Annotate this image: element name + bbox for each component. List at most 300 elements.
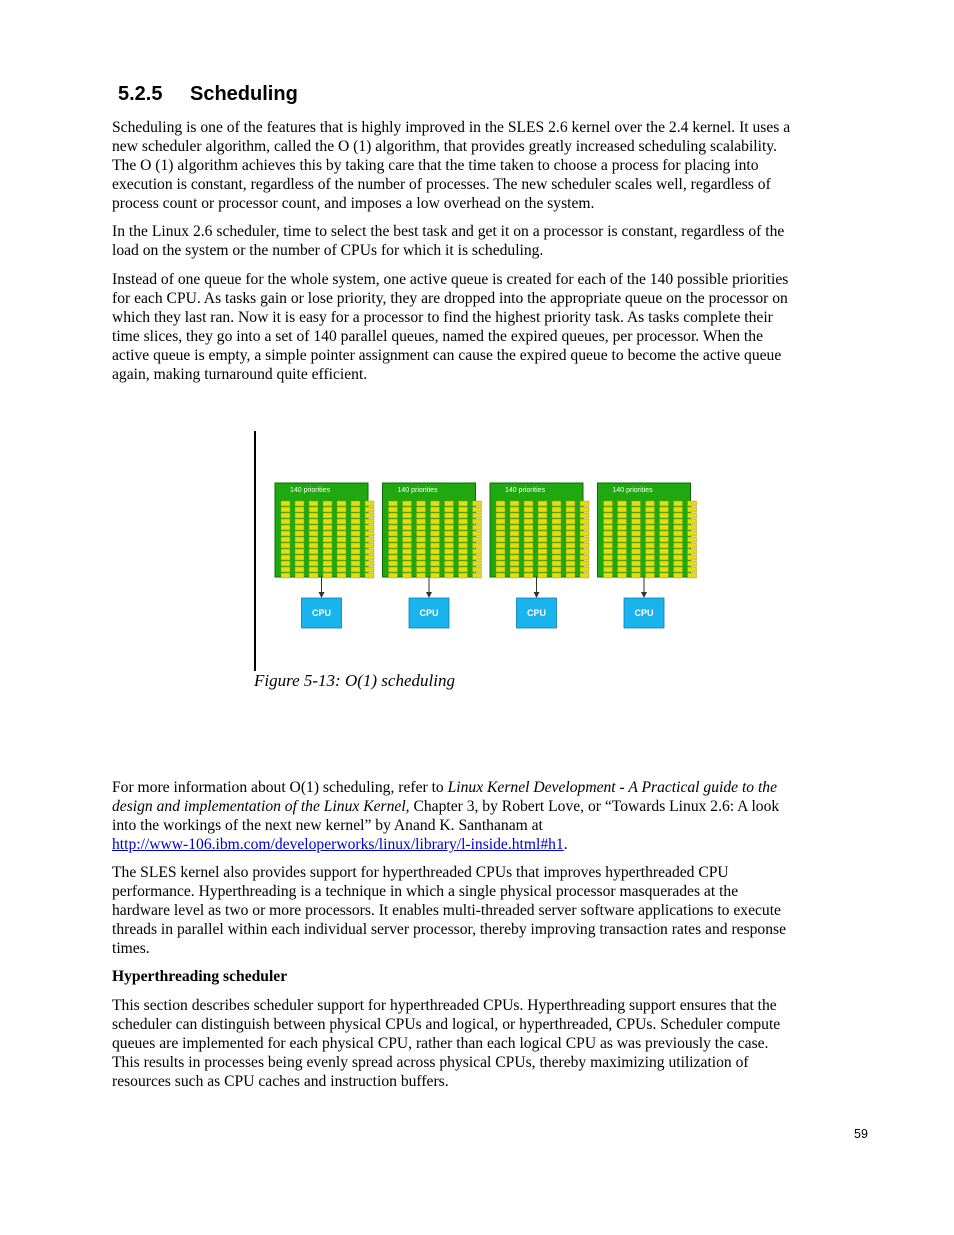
text-run: . bbox=[563, 836, 568, 853]
queue-cell bbox=[604, 549, 613, 554]
queue-cell bbox=[281, 507, 290, 512]
queue-cell bbox=[660, 543, 669, 548]
queue-cell bbox=[646, 525, 655, 530]
queue-cell bbox=[403, 537, 412, 542]
queue-cell bbox=[538, 555, 547, 560]
queue-cell bbox=[365, 531, 374, 536]
queue-cell bbox=[417, 531, 426, 536]
queue-cell bbox=[337, 501, 346, 506]
queue-cell bbox=[496, 501, 505, 506]
queue-cell bbox=[445, 555, 454, 560]
queue-cell bbox=[496, 537, 505, 542]
queue-cell bbox=[417, 549, 426, 554]
queue-cell bbox=[674, 555, 683, 560]
queue-cell bbox=[389, 501, 398, 506]
priority-array-label: 140 priorities bbox=[505, 487, 546, 494]
queue-cell bbox=[618, 507, 627, 512]
queue-cell bbox=[510, 555, 519, 560]
text-line: which they last ran. Now it is easy for a processor to find the highest priority task. As tasks complete their bbox=[112, 309, 773, 326]
queue-cell bbox=[295, 525, 304, 530]
queue-cell bbox=[618, 501, 627, 506]
queue-cell bbox=[473, 561, 482, 566]
queue-cell bbox=[459, 537, 468, 542]
queue-cell bbox=[403, 567, 412, 572]
queue-cell bbox=[604, 543, 613, 548]
queue-cell bbox=[496, 567, 505, 572]
queue-cell bbox=[389, 573, 398, 578]
queue-cell bbox=[604, 537, 613, 542]
queue-cell bbox=[524, 567, 533, 572]
queue-cell bbox=[538, 567, 547, 572]
text-line: The SLES kernel also provides support for hyperthreaded CPUs that improves hyperthreaded CPU bbox=[112, 864, 729, 881]
queue-cell bbox=[604, 513, 613, 518]
queue-cell bbox=[473, 501, 482, 506]
queue-cell bbox=[323, 555, 332, 560]
text-line: resources such as CPU caches and instruction buffers. bbox=[112, 1073, 449, 1090]
queue-cell bbox=[459, 573, 468, 578]
text-line: threads in parallel within each individual server processor, thereby improving transaction rates and response bbox=[112, 921, 787, 938]
queue-cell bbox=[552, 531, 561, 536]
queue-cell bbox=[566, 507, 575, 512]
queue-cell bbox=[566, 549, 575, 554]
book-title: Linux Kernel Development - A Practical guide to the bbox=[447, 779, 778, 796]
book-title: design and implementation of the Linux Kernel bbox=[112, 798, 406, 815]
queue-cell bbox=[403, 519, 412, 524]
queue-cell bbox=[351, 519, 360, 524]
queue-cell bbox=[351, 555, 360, 560]
queue-cell bbox=[295, 501, 304, 506]
queue-cell bbox=[538, 537, 547, 542]
text-line: time slices, they go into a set of 140 parallel queues, named the expired queues, per processor. When the bbox=[112, 328, 763, 345]
queue-cell bbox=[281, 543, 290, 548]
queue-cell bbox=[632, 507, 641, 512]
paragraph-linux-26-scheduler bbox=[112, 222, 872, 260]
text-line: queues are implemented for each physical CPU, rather than each logical CPU as was previously the case. bbox=[112, 1035, 769, 1052]
queue-cell bbox=[632, 561, 641, 566]
priority-queue-group bbox=[275, 483, 374, 628]
queue-cell bbox=[389, 543, 398, 548]
queue-cell bbox=[552, 537, 561, 542]
subheading-hyperthreading-scheduler: Hyperthreading scheduler bbox=[112, 968, 288, 985]
queue-cell bbox=[580, 561, 589, 566]
queue-cell bbox=[389, 561, 398, 566]
queue-cell bbox=[417, 501, 426, 506]
queue-cell bbox=[473, 573, 482, 578]
queue-cell bbox=[323, 567, 332, 572]
queue-cell bbox=[538, 549, 547, 554]
queue-cell bbox=[337, 531, 346, 536]
queue-cell bbox=[459, 567, 468, 572]
queue-cell bbox=[431, 543, 440, 548]
queue-cell bbox=[688, 513, 697, 518]
queue-cell bbox=[309, 567, 318, 572]
queue-cell bbox=[365, 537, 374, 542]
queue-cell bbox=[431, 537, 440, 542]
queue-cell bbox=[632, 549, 641, 554]
queue-cell bbox=[351, 531, 360, 536]
queue-cell bbox=[660, 519, 669, 524]
queue-cell bbox=[459, 513, 468, 518]
queue-cell bbox=[431, 573, 440, 578]
queue-cell bbox=[459, 519, 468, 524]
queue-cell bbox=[646, 573, 655, 578]
queue-cell bbox=[445, 519, 454, 524]
queue-cell bbox=[674, 567, 683, 572]
queue-cell bbox=[323, 531, 332, 536]
queue-cell bbox=[688, 519, 697, 524]
queue-cell bbox=[337, 543, 346, 548]
queue-cell bbox=[674, 501, 683, 506]
queue-cell bbox=[459, 543, 468, 548]
queue-cell bbox=[459, 501, 468, 506]
queue-cell bbox=[566, 525, 575, 530]
queue-cell bbox=[281, 555, 290, 560]
queue-cell bbox=[674, 573, 683, 578]
queue-cell bbox=[618, 561, 627, 566]
text-line: Scheduling is one of the features that is highly improved in the SLES 2.6 kernel over the 2.4 kernel. It uses a bbox=[112, 119, 791, 136]
queue-cell bbox=[632, 555, 641, 560]
queue-cell bbox=[580, 537, 589, 542]
paragraph-hyperthreading bbox=[112, 863, 872, 958]
queue-cell bbox=[510, 573, 519, 578]
queue-cell bbox=[417, 543, 426, 548]
queue-cell bbox=[632, 519, 641, 524]
queue-cell bbox=[473, 537, 482, 542]
queue-cell bbox=[323, 573, 332, 578]
queue-cell bbox=[351, 549, 360, 554]
queue-cell bbox=[337, 525, 346, 530]
queue-cell bbox=[295, 543, 304, 548]
queue-cell bbox=[295, 519, 304, 524]
queue-cell bbox=[510, 537, 519, 542]
queue-cell bbox=[309, 507, 318, 512]
text-line: The O (1) algorithm achieves this by taking care that the time taken to choose a process for placing into bbox=[112, 157, 759, 174]
queue-cell bbox=[524, 543, 533, 548]
queue-cell bbox=[552, 501, 561, 506]
queue-cell bbox=[632, 501, 641, 506]
queue-cell bbox=[632, 513, 641, 518]
queue-cell bbox=[389, 507, 398, 512]
queue-cell bbox=[365, 525, 374, 530]
queue-cell bbox=[524, 555, 533, 560]
queue-cell bbox=[337, 555, 346, 560]
text-line: load on the system or the number of CPUs for which it is scheduling. bbox=[112, 242, 544, 259]
queue-cell bbox=[473, 567, 482, 572]
queue-cell bbox=[309, 531, 318, 536]
arrow-head bbox=[641, 592, 647, 598]
queue-cell bbox=[309, 561, 318, 566]
queue-cell bbox=[688, 549, 697, 554]
queue-cell bbox=[309, 525, 318, 530]
queue-cell bbox=[365, 501, 374, 506]
queue-cell bbox=[365, 507, 374, 512]
queue-cell bbox=[417, 507, 426, 512]
queue-cell bbox=[417, 573, 426, 578]
queue-cell bbox=[403, 555, 412, 560]
queue-cell bbox=[524, 513, 533, 518]
queue-cell bbox=[403, 507, 412, 512]
queue-cell bbox=[431, 525, 440, 530]
cpu-label: CPU bbox=[311, 608, 332, 618]
queue-cell bbox=[459, 561, 468, 566]
queue-cell bbox=[618, 519, 627, 524]
queue-cell bbox=[660, 537, 669, 542]
queue-cell bbox=[604, 561, 613, 566]
queue-cell bbox=[389, 519, 398, 524]
queue-cell bbox=[674, 543, 683, 548]
queue-cell bbox=[646, 501, 655, 506]
queue-cell bbox=[524, 573, 533, 578]
paragraph-scheduling-intro bbox=[112, 118, 872, 213]
queue-cell bbox=[688, 567, 697, 572]
queue-cell bbox=[524, 501, 533, 506]
queue-cell bbox=[473, 507, 482, 512]
queue-cell bbox=[580, 549, 589, 554]
o1-scheduling-diagram bbox=[256, 470, 706, 640]
queue-cell bbox=[646, 543, 655, 548]
queue-cell bbox=[403, 543, 412, 548]
queue-cell bbox=[566, 555, 575, 560]
queue-cell bbox=[431, 567, 440, 572]
queue-cell bbox=[403, 513, 412, 518]
queue-cell bbox=[351, 513, 360, 518]
text-line bbox=[112, 835, 872, 854]
queue-cell bbox=[566, 543, 575, 548]
queue-cell bbox=[688, 531, 697, 536]
queue-cell bbox=[566, 531, 575, 536]
queue-cell bbox=[580, 525, 589, 530]
queue-cell bbox=[510, 549, 519, 554]
text-line: performance. Hyperthreading is a technique in which a single physical processor masquerades at the bbox=[112, 883, 739, 900]
queue-cell bbox=[403, 525, 412, 530]
priority-array-label: 140 priorities bbox=[290, 487, 331, 494]
queue-cell bbox=[510, 513, 519, 518]
queue-cell bbox=[337, 507, 346, 512]
queue-cell bbox=[618, 537, 627, 542]
queue-cell bbox=[524, 537, 533, 542]
text-line bbox=[112, 797, 872, 816]
queue-cell bbox=[674, 531, 683, 536]
queue-cell bbox=[646, 507, 655, 512]
queue-cell bbox=[580, 501, 589, 506]
queue-cell bbox=[323, 537, 332, 542]
queue-cell bbox=[604, 501, 613, 506]
queue-cell bbox=[688, 543, 697, 548]
queue-cell bbox=[337, 567, 346, 572]
queue-cell bbox=[445, 537, 454, 542]
queue-cell bbox=[632, 531, 641, 536]
queue-cell bbox=[295, 561, 304, 566]
queue-cell bbox=[309, 543, 318, 548]
queue-cell bbox=[552, 561, 561, 566]
queue-cell bbox=[295, 513, 304, 518]
queue-cell bbox=[323, 561, 332, 566]
text-line: This results in processes being evenly spread across physical CPUs, thereby maximizing utilization of bbox=[112, 1054, 749, 1071]
queue-cell bbox=[604, 555, 613, 560]
queue-cell bbox=[688, 555, 697, 560]
queue-cell bbox=[496, 513, 505, 518]
queue-cell bbox=[496, 525, 505, 530]
reference-link[interactable]: http://www-106.ibm.com/developerworks/linux/library/l-inside.html#h1 bbox=[112, 836, 564, 853]
queue-cell bbox=[365, 573, 374, 578]
queue-cell bbox=[337, 513, 346, 518]
queue-cell bbox=[459, 531, 468, 536]
queue-cell bbox=[674, 513, 683, 518]
queue-cell bbox=[632, 525, 641, 530]
queue-cell bbox=[604, 519, 613, 524]
queue-cell bbox=[510, 519, 519, 524]
queue-cell bbox=[403, 573, 412, 578]
queue-cell bbox=[295, 567, 304, 572]
queue-cell bbox=[281, 531, 290, 536]
queue-cell bbox=[431, 549, 440, 554]
queue-cell bbox=[660, 549, 669, 554]
queue-cell bbox=[403, 531, 412, 536]
queue-cell bbox=[566, 501, 575, 506]
queue-cell bbox=[524, 525, 533, 530]
queue-cell bbox=[538, 531, 547, 536]
queue-cell bbox=[580, 567, 589, 572]
queue-cell bbox=[351, 543, 360, 548]
queue-cell bbox=[473, 549, 482, 554]
cpu-label: CPU bbox=[526, 608, 547, 618]
queue-cell bbox=[417, 537, 426, 542]
queue-cell bbox=[538, 513, 547, 518]
queue-cell bbox=[688, 573, 697, 578]
queue-cell bbox=[431, 561, 440, 566]
queue-cell bbox=[281, 549, 290, 554]
queue-cell bbox=[552, 549, 561, 554]
queue-cell bbox=[281, 501, 290, 506]
queue-cell bbox=[445, 501, 454, 506]
queue-cell bbox=[309, 555, 318, 560]
queue-cell bbox=[459, 525, 468, 530]
queue-cell bbox=[337, 537, 346, 542]
queue-cell bbox=[389, 513, 398, 518]
queue-cell bbox=[403, 501, 412, 506]
queue-cell bbox=[417, 525, 426, 530]
queue-cell bbox=[688, 501, 697, 506]
queue-cell bbox=[688, 525, 697, 530]
queue-cell bbox=[459, 555, 468, 560]
queue-cell bbox=[323, 501, 332, 506]
queue-cell bbox=[618, 549, 627, 554]
queue-cell bbox=[323, 507, 332, 512]
queue-cell bbox=[660, 507, 669, 512]
queue-cell bbox=[431, 519, 440, 524]
queue-cell bbox=[632, 543, 641, 548]
queue-cell bbox=[445, 531, 454, 536]
queue-cell bbox=[365, 543, 374, 548]
queue-cell bbox=[632, 537, 641, 542]
queue-cell bbox=[646, 531, 655, 536]
queue-cell bbox=[473, 543, 482, 548]
queue-cell bbox=[351, 573, 360, 578]
queue-cell bbox=[510, 543, 519, 548]
figure-caption: Figure 5-13: O(1) scheduling bbox=[254, 671, 455, 690]
queue-cell bbox=[538, 507, 547, 512]
cpu-label: CPU bbox=[419, 608, 439, 618]
queue-cell bbox=[445, 507, 454, 512]
text-line bbox=[112, 778, 872, 797]
queue-cell bbox=[496, 573, 505, 578]
queue-cell bbox=[552, 543, 561, 548]
queue-cell bbox=[688, 507, 697, 512]
queue-cell bbox=[389, 555, 398, 560]
queue-cell bbox=[538, 543, 547, 548]
queue-cell bbox=[646, 567, 655, 572]
priority-array-label: 140 priorities bbox=[612, 487, 653, 494]
text-line: times. bbox=[112, 940, 150, 957]
queue-cell bbox=[566, 513, 575, 518]
queue-cell bbox=[538, 525, 547, 530]
queue-cell bbox=[674, 537, 683, 542]
text-line: Instead of one queue for the whole system, one active queue is created for each of the 140 possible priorities bbox=[112, 271, 789, 288]
queue-cell bbox=[646, 555, 655, 560]
queue-cell bbox=[496, 543, 505, 548]
queue-cell bbox=[496, 531, 505, 536]
queue-cell bbox=[295, 573, 304, 578]
queue-cell bbox=[351, 561, 360, 566]
text-line: active queue is empty, a simple pointer assignment can cause the expired queue to become the active queue bbox=[112, 347, 782, 364]
queue-cell bbox=[604, 531, 613, 536]
queue-cell bbox=[580, 513, 589, 518]
queue-cell bbox=[674, 507, 683, 512]
text-line: new scheduler algorithm, called the O (1) algorithm, that provides greatly increased scheduling scalability. bbox=[112, 138, 777, 155]
queue-cell bbox=[351, 525, 360, 530]
queue-cell bbox=[496, 549, 505, 554]
queue-cell bbox=[604, 573, 613, 578]
queue-cell bbox=[538, 501, 547, 506]
queue-cell bbox=[538, 519, 547, 524]
queue-cell bbox=[431, 555, 440, 560]
queue-cell bbox=[580, 519, 589, 524]
queue-cell bbox=[538, 561, 547, 566]
queue-cell bbox=[524, 561, 533, 566]
queue-cell bbox=[309, 573, 318, 578]
queue-cell bbox=[281, 525, 290, 530]
queue-cell bbox=[351, 507, 360, 512]
priority-queue-group bbox=[490, 483, 589, 628]
text-line: In the Linux 2.6 scheduler, time to select the best task and get it on a processor is constant, regardless of the bbox=[112, 223, 785, 240]
queue-cell bbox=[632, 567, 641, 572]
queue-cell bbox=[510, 567, 519, 572]
queue-cell bbox=[351, 567, 360, 572]
queue-cell bbox=[445, 549, 454, 554]
queue-cell bbox=[538, 573, 547, 578]
section-title: Scheduling bbox=[190, 83, 298, 105]
section-heading bbox=[118, 83, 298, 106]
queue-cell bbox=[445, 573, 454, 578]
queue-cell bbox=[618, 543, 627, 548]
queue-cell bbox=[281, 519, 290, 524]
priority-queue-group bbox=[598, 483, 697, 628]
queue-cell bbox=[618, 525, 627, 530]
queue-cell bbox=[660, 555, 669, 560]
queue-cell bbox=[365, 519, 374, 524]
queue-cell bbox=[632, 573, 641, 578]
priority-array-label: 140 priorities bbox=[397, 487, 438, 494]
queue-cell bbox=[445, 543, 454, 548]
queue-cell bbox=[566, 519, 575, 524]
queue-cell bbox=[510, 561, 519, 566]
queue-cell bbox=[431, 513, 440, 518]
queue-cell bbox=[473, 525, 482, 530]
queue-cell bbox=[618, 555, 627, 560]
queue-cell bbox=[552, 525, 561, 530]
queue-cell bbox=[295, 507, 304, 512]
queue-cell bbox=[365, 549, 374, 554]
